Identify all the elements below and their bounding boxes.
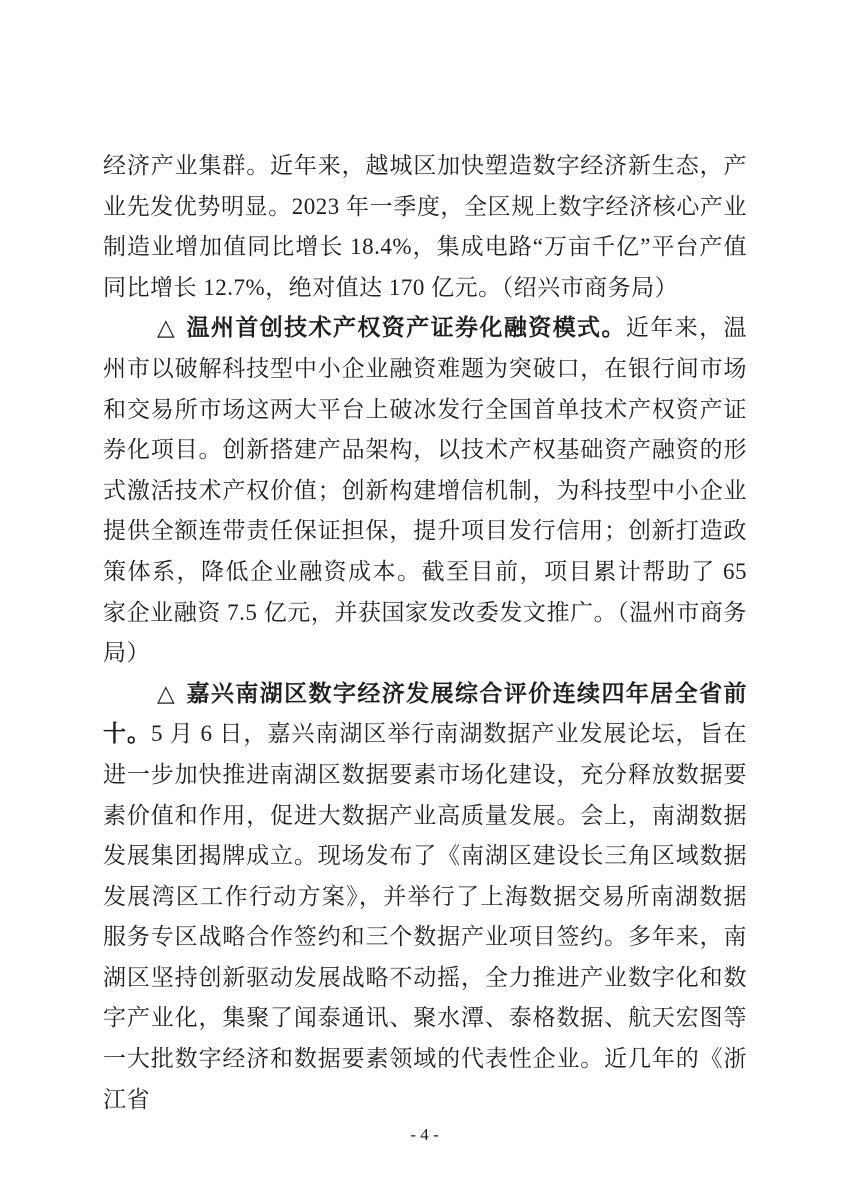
item-body-jiaxing: 5 月 6 日，嘉兴南湖区举行南湖数据产业发展论坛，旨在进一步加快推进南湖区数据要素市场化建设，充分释放数据要素价值和作用，促进大数据产业高质量发展。会上，南湖数据发展集团揭牌成立。现场发布了《南湖区建设长三角区域数据发展湾区工作行动方案》，并举行了上海数据交易所南湖数据服务专区战略合作签约和三个数据产业项目签约。多年来，南湖区坚持创新驱动发展战略不动摇，全力推进产业数字化和数字产业化，集聚了闻泰通讯、聚水潭、泰格数据、航天宏图等一大批数字经济和数据要素领域的代表性企业。近几年的《浙江省 (103, 721, 748, 1112)
item-heading-wenzhou: 温州首创技术产权资产证券化融资模式。 (186, 315, 626, 341)
document-body (103, 146, 747, 1120)
triangle-bullet-icon: △ (157, 315, 177, 341)
triangle-bullet-icon: △ (157, 680, 177, 706)
item-heading-jiaxing: 嘉兴南湖区数字经济发展综合评价连续四年居全省前十。 (103, 680, 747, 747)
item-body-wenzhou: 近年来，温州市以破解科技型中小企业融资难题为突破口，在银行间市场和交易所市场这两大平台上破冰发行全国首单技术产权资产证券化项目。创新搭建产品架构，以技术产权基础资产融资的形式激活技术产权价值；创新构建增信机制，为科技型中小企业提供全额连带责任保证担保，提升项目发行信用；创新打造政策体系，降低企业融资成本。截至目前，项目累计帮助了 65 家企业融资 7.5 亿元，并获国家发改委发文推广。（温州市商务局） (103, 315, 748, 666)
paragraph-continuation-yuecheng: 经济产业集群。近年来，越城区加快塑造数字经济新生态，产业先发优势明显。2023 年一季度，全区规上数字经济核心产业制造业增加值同比增长 18.4%，集成电路“万亩千亿”平台产值同比增长 12.7%，绝对值达 170 亿元。（绍兴市商务局） (103, 153, 747, 300)
paragraph-wenzhou-item (103, 308, 747, 673)
page-number: - 4 - (410, 1125, 439, 1144)
paragraph-jiaxing-item (103, 674, 747, 1121)
